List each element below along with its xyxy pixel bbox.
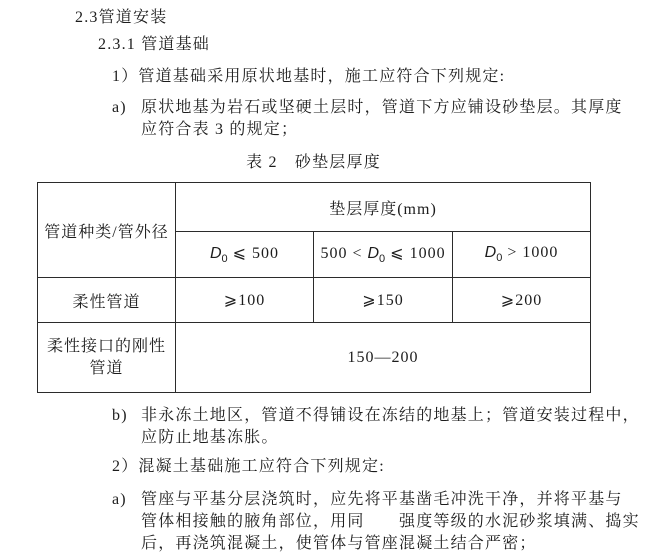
rigid-pipe-label-cell [38,323,176,393]
rigid-pipe-label: 柔性接口的刚性管道 [46,337,166,377]
item-a1-line-2: 应符合表 3 的规定； [141,121,299,138]
list-item-a2 [112,489,640,553]
d-symbol: D [484,244,497,262]
sand-cushion-table [37,182,591,393]
flexible-pipe-value-1: ⩾100 [176,278,314,323]
table-row-rigid-pipe [38,323,591,393]
item-a1-label: a) [112,99,127,116]
col-header-suffix: > 1000 [502,244,559,262]
table-span-header-cell: 垫层厚度(mm) [176,183,591,232]
list-item-b [112,405,640,449]
item-a2-line-2: 管体相接触的腋角部位，用同 强度等级的水泥砂浆填满、捣实 [141,513,640,530]
item-b-line-1: 非永冻土地区，管道不得铺设在冻结的地基上；管道安装过程中， [141,407,640,424]
subsection-heading: 2.3.1 管道基础 [98,36,211,53]
table-col-header-d0-gt-1000 [453,232,591,278]
col-header-suffix: ⩽ 1000 [385,245,446,263]
flexible-pipe-value-3: ⩾200 [453,278,591,323]
table-col-header-d0-le-500 [176,232,314,278]
col-header-suffix: ⩽ 500 [227,245,280,263]
item-b-line-2: 应防止地基冻胀。 [141,429,279,446]
d-subscript: 0 [496,252,503,265]
flexible-pipe-label-cell: 柔性管道 [38,278,176,323]
table-row-header-cell: 管道种类/管外径 [38,183,176,278]
item-a1-line-1: 原状地基为岩石或坚硬土层时，管道下方应铺设砂垫层。其厚度 [141,99,623,116]
d-subscript: 0 [221,253,228,266]
item-a2-label: a) [112,491,127,508]
clause-2: 2）混凝土基础施工应符合下列规定: [112,458,385,475]
table-caption: 表 2 砂垫层厚度 [246,154,381,171]
col-header-prefix: 500 < [320,245,368,263]
item-a2-line-1: 管座与平基分层浇筑时，应先将平基凿毛冲洗干净，并将平基与 [141,491,623,508]
item-b-label: b) [112,407,128,424]
section-heading: 2.3管道安装 [75,9,168,26]
d-symbol: D [209,245,222,263]
item-a2-text [141,489,640,553]
item-b-text [141,405,640,449]
d-subscript: 0 [379,253,386,266]
d-symbol: D [367,245,380,263]
rigid-pipe-value-cell: 150—200 [176,323,591,393]
clause-1: 1）管道基础采用原状地基时，施工应符合下列规定: [112,68,506,85]
item-a1-text [141,97,623,141]
flexible-pipe-value-2: ⩾150 [314,278,453,323]
item-a2-line-3: 后，再浇筑混凝土，使管体与管座混凝土结合严密； [141,535,537,552]
list-item-a1 [112,97,623,141]
table-col-header-500-to-1000 [314,232,453,278]
table-row-flexible-pipe [38,278,591,323]
